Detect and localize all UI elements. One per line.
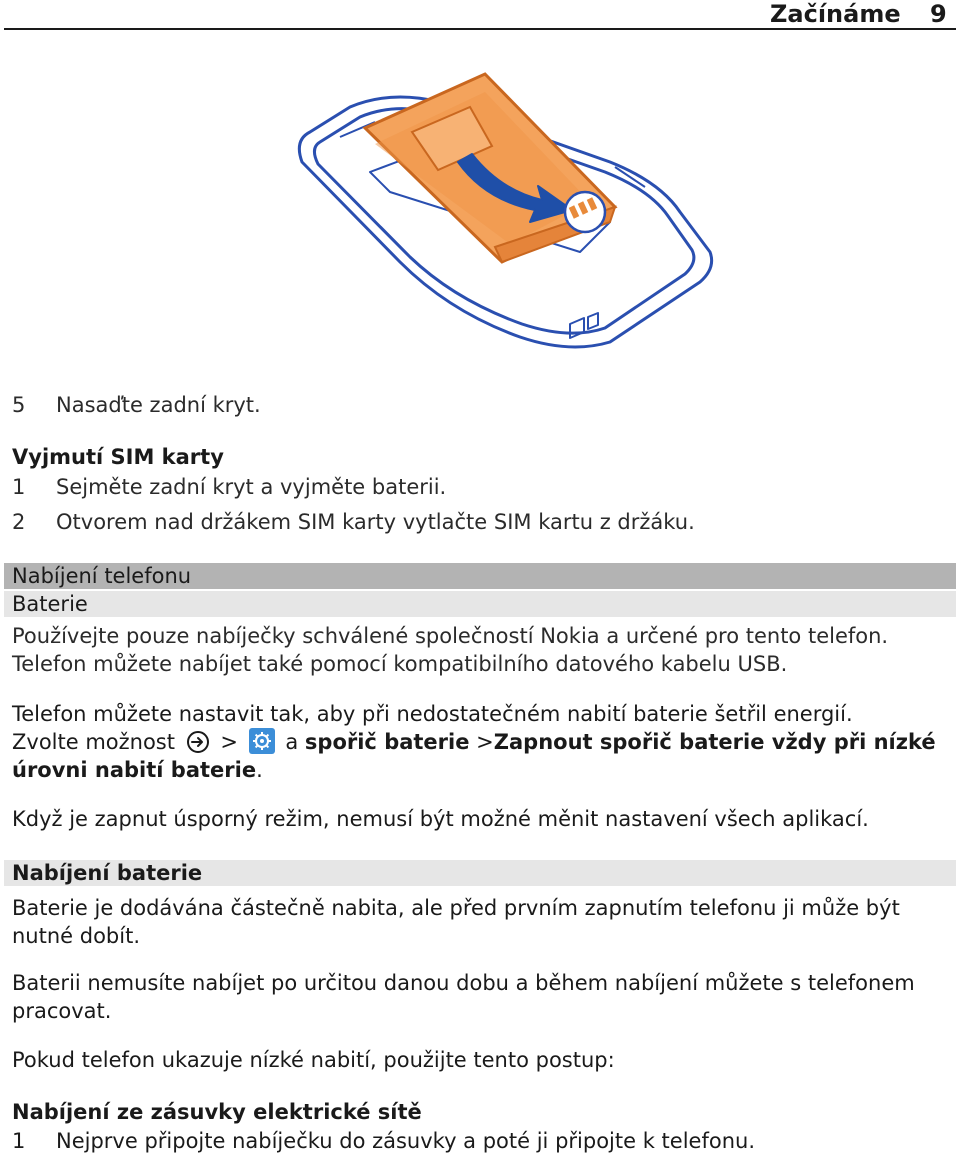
charging-paragraph-4-cont: úrovni nabití baterie. — [12, 758, 263, 782]
header-rule — [4, 28, 956, 30]
battery-saver-label: spořič baterie — [304, 730, 470, 754]
page-chapter-title: Začínáme — [770, 0, 901, 28]
charging-paragraph-1: Používejte pouze nabíječky schválené společností Nokia a určené pro tento telefon. — [12, 624, 889, 648]
battery-saver-option: Zapnout spořič baterie vždy při nízké — [493, 730, 936, 754]
sim-removal-title: Vyjmutí SIM karty — [12, 445, 224, 469]
phone-battery-insert-illustration — [280, 62, 720, 362]
charging-paragraph-5: Když je zapnut úsporný režim, nemusí být možné měnit nastavení všech aplikací. — [12, 807, 869, 831]
battery-paragraph-2: Baterii nemusíte nabíjet po určitou danou dobu a během nabíjení můžete s telefonem — [12, 971, 915, 995]
charging-paragraph-3: Telefon můžete nastavit tak, aby při nedostatečném nabití baterie šetřil energií. — [12, 702, 853, 726]
battery-paragraph-1: Baterie je dodávána částečně nabita, ale před prvním zapnutím telefonu ji může být — [12, 896, 900, 920]
battery-paragraph-3: Pokud telefon ukazuje nízké nabití, použijte tento postup: — [12, 1048, 615, 1072]
section-heading-battery-charging: Nabíjení baterie — [4, 860, 956, 886]
outlet-charging-title: Nabíjení ze zásuvky elektrické sítě — [12, 1100, 422, 1124]
settings-gear-icon — [249, 728, 275, 754]
battery-paragraph-1-cont: nutné dobít. — [12, 924, 141, 948]
section-heading-charging: Nabíjení telefonu — [4, 563, 956, 589]
page-number: 9 — [930, 0, 947, 28]
charging-paragraph-2: Telefon můžete nabíjet také pomocí kompatibilního datového kabelu USB. — [12, 652, 788, 676]
sim-step-2: 2 Otvorem nad držákem SIM karty vytlačte SIM kartu z držáku. — [12, 510, 695, 534]
charging-paragraph-4: Zvolte možnost > a spořič baterie >Zapnout spořič baterie vždy při nízké — [12, 730, 936, 754]
sim-step-1: 1 Sejměte zadní kryt a vyjměte baterii. — [12, 475, 447, 499]
arrow-right-circle-icon — [186, 730, 210, 754]
outlet-step-1: 1 Nejprve připojte nabíječku do zásuvky a poté ji připojte k telefonu. — [12, 1129, 755, 1153]
subsection-heading-battery: Baterie — [4, 591, 956, 617]
battery-paragraph-2-cont: pracovat. — [12, 999, 112, 1023]
step-5: 5 Nasaďte zadní kryt. — [12, 393, 261, 417]
